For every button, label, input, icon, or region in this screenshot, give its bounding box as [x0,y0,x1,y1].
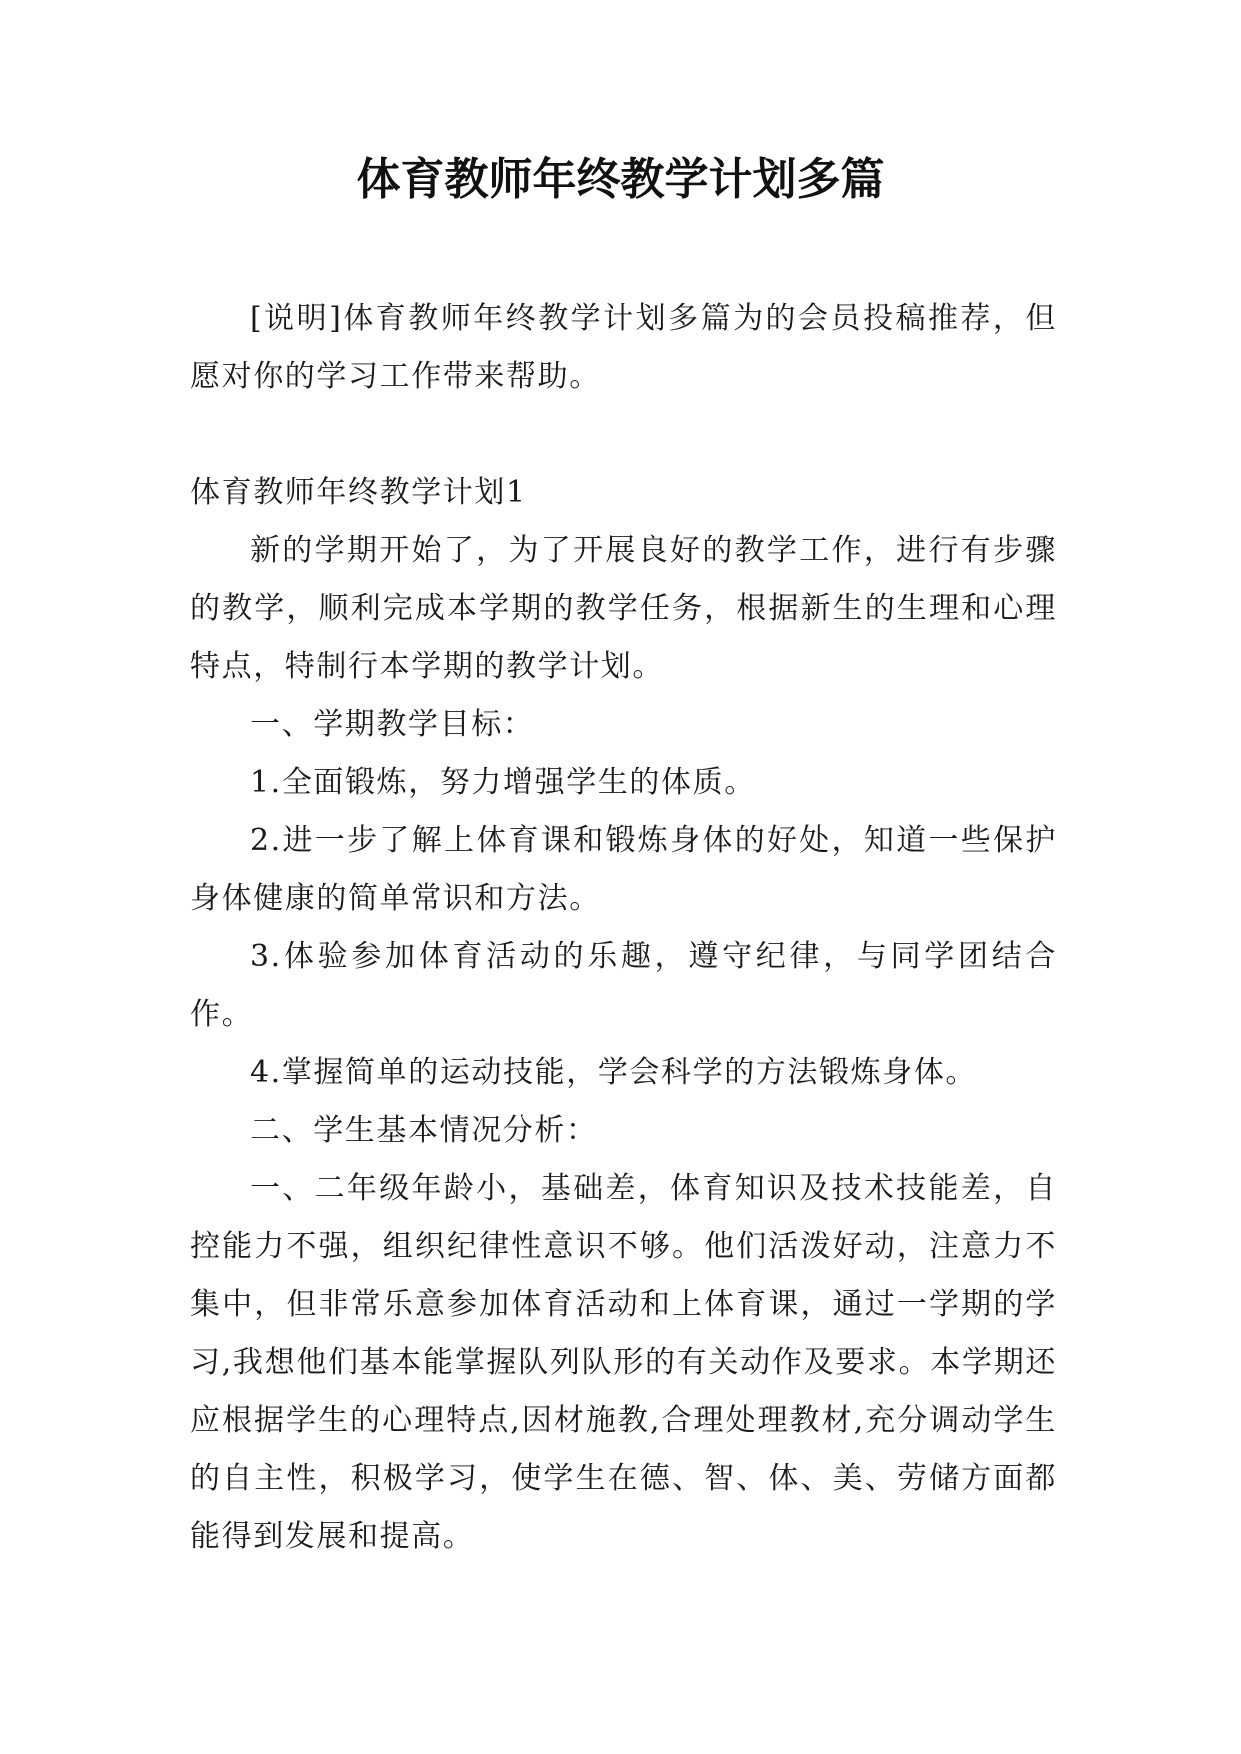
paragraph-gap [190,406,1057,464]
intro-paragraph: [说明]体育教师年终教学计划多篇为的会员投稿推荐，但愿对你的学习工作带来帮助。 [190,301,1057,394]
goal-item: 2.进一步了解上体育课和锻炼身体的好处，知道一些保护身体健康的简单常识和方法。 [190,823,1057,916]
goal-item: 1.全面锻炼，努力增强学生的体质。 [250,765,756,800]
goal-item: 4.掌握简单的运动技能，学会科学的方法锻炼身体。 [250,1055,978,1090]
document-body [190,290,1057,1566]
goals-heading: 一、学期教学目标： [250,707,535,742]
body-paragraph: 一、二年级年龄小，基础差，体育知识及技术技能差，自控能力不强，组织纪律性意识不够。他们活泼好动，注意力不集中，但非常乐意参加体育活动和上体育课，通过一学期的学习,我想他们基本能掌握队列队形的有关动作及要求。本学期还应根据学生的心理特点,因材施教,合理处理教材,充分调动学生的自主性，积极学习，使学生在德、智、体、美、劳储方面都能得到发展和提高。 [190,1171,1057,1554]
body-paragraph: 新的学期开始了，为了开展良好的教学工作，进行有步骤的教学，顺利完成本学期的教学任务，根据新生的生理和心理特点，特制行本学期的教学计划。 [190,533,1057,684]
goal-item: 3.体验参加体育活动的乐趣，遵守纪律，与同学团结合作。 [190,939,1057,1032]
document-title: 体育教师年终教学计划多篇 [356,154,885,205]
section-heading: 体育教师年终教学计划1 [190,475,527,510]
analysis-heading: 二、学生基本情况分析： [250,1113,598,1148]
